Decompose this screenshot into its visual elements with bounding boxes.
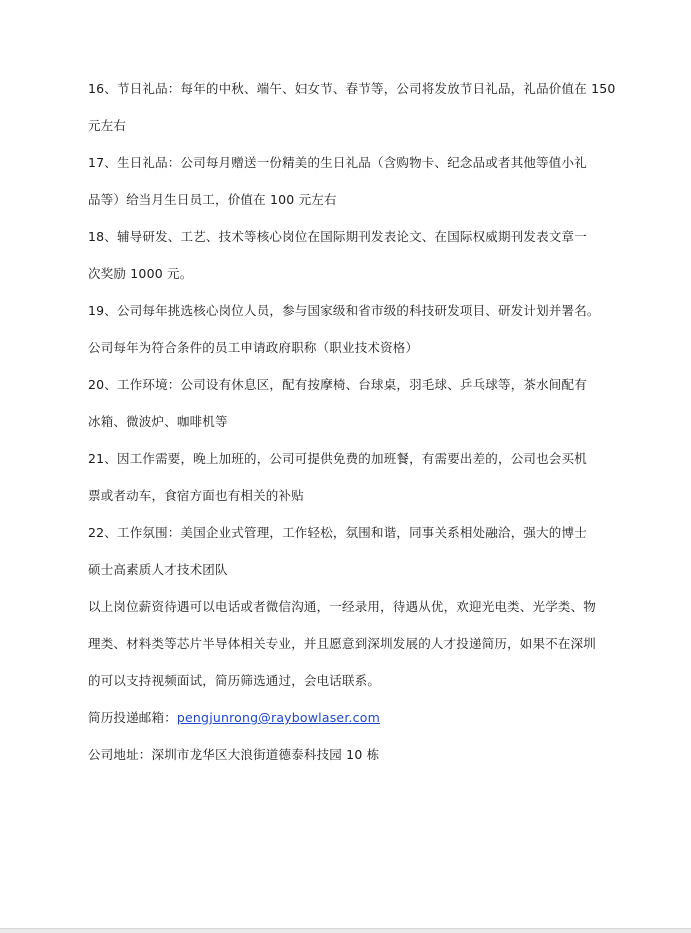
closing-note: [88, 598, 608, 690]
email-label: 简历投递邮箱：: [88, 710, 177, 725]
item-21-overtime: [88, 450, 608, 505]
item-19-research-projects: [88, 302, 608, 357]
text-line: 硕士高素质人才技术团队: [88, 562, 228, 577]
item-17-birthday-gift: [88, 154, 608, 209]
text-line: 19、公司每年挑选核心岗位人员，参与国家级和省市级的科技研发项目、研发计划并署名。: [88, 303, 600, 318]
text-line: 20、工作环境：公司设有休息区，配有按摩椅、台球桌，羽毛球、乒乓球等，茶水间配有: [88, 377, 587, 392]
text-line: 元左右: [88, 118, 127, 133]
text-line: 16、节日礼品：每年的中秋、端午、妇女节、春节等，公司将发放节日礼品，礼品价值在 150: [88, 81, 616, 96]
text-line: 票或者动车，食宿方面也有相关的补贴: [88, 488, 304, 503]
item-22-atmosphere: [88, 524, 608, 579]
email-link[interactable]: pengjunrong@raybowlaser.com: [176, 710, 380, 725]
text-line: 18、辅导研发、工艺、技术等核心岗位在国际期刊发表论文、在国际权威期刊发表文章一: [88, 229, 587, 244]
text-line: 公司每年为符合条件的员工申请政府职称（职业技术资格）: [88, 340, 419, 355]
item-18-paper-award: [88, 228, 608, 283]
text-line: 22、工作氛围：美国企业式管理，工作轻松，氛围和谐，同事关系相处融洽，强大的博士: [88, 525, 587, 540]
text-line: 的可以支持视频面试，简历筛选通过，会电话联系。: [88, 673, 381, 688]
item-16-holiday-gifts: [88, 80, 616, 135]
document-body: [88, 80, 616, 764]
text-line: 理类、材料类等芯片半导体相关专业，并且愿意到深圳发展的人才投递简历，如果不在深圳: [88, 636, 597, 651]
text-line: 17、生日礼品：公司每月赠送一份精美的生日礼品（含购物卡、纪念品或者其他等值小礼: [88, 155, 587, 170]
resume-email-line: [88, 709, 608, 727]
item-20-work-environment: [88, 376, 608, 431]
text-line: 品等）给当月生日员工，价值在 100 元左右: [88, 192, 337, 207]
text-line: 以上岗位薪资待遇可以电话或者微信沟通，一经录用，待遇从优，欢迎光电类、光学类、物: [88, 599, 597, 614]
company-address: 公司地址：深圳市龙华区大浪街道德泰科技园 10 栋: [88, 747, 380, 762]
page-bottom-edge: [0, 928, 691, 933]
text-line: 次奖励 1000 元。: [88, 266, 193, 281]
text-line: 21、因工作需要，晚上加班的，公司可提供免费的加班餐，有需要出差的，公司也会买机: [88, 451, 587, 466]
text-line: 冰箱、微波炉、咖啡机等: [88, 414, 228, 429]
